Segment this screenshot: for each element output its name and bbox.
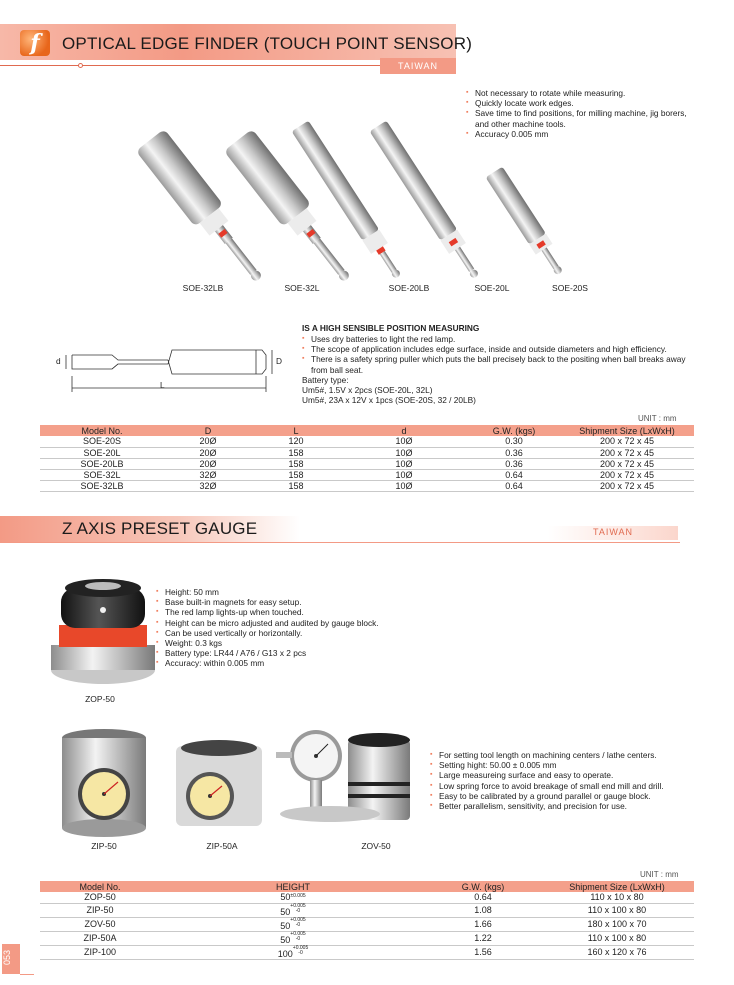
- height-value: 50: [280, 920, 291, 931]
- table-cell: 0.36: [468, 447, 560, 458]
- column-header: D: [164, 425, 252, 436]
- section2-origin-badge: [548, 526, 678, 540]
- page-number-line: [20, 974, 34, 975]
- column-header: L: [252, 425, 340, 436]
- table-cell: 158: [252, 469, 340, 480]
- table-cell: 110 x 100 x 80: [540, 903, 694, 917]
- table2-unit: UNIT : mm: [640, 870, 679, 879]
- list-item: ▪ Height can be micro adjusted and audited by gauge block.: [156, 618, 456, 628]
- table-cell: SOE-20S: [40, 436, 164, 447]
- table-cell: 158: [252, 480, 340, 491]
- table-cell: ZOP-50: [40, 892, 160, 903]
- list-item: ▪ Quickly locate work edges.: [466, 98, 696, 108]
- list-item: ▪ Not necessary to rotate while measuring.: [466, 88, 696, 98]
- tolerance-upper: +0.005: [290, 902, 306, 909]
- product-label-soe-32l: SOE-32L: [284, 283, 320, 293]
- product-label-soe-20s: SOE-20S: [552, 283, 588, 293]
- table-cell: SOE-32L: [40, 469, 164, 480]
- table-cell: 0.36: [468, 458, 560, 469]
- list-item: ▪ The red lamp lights-up when touched.: [156, 607, 456, 617]
- product-label-soe-20l: SOE-20L: [474, 283, 510, 293]
- list-item: ▪ Easy to be calibrated by a ground parallel or gauge block.: [430, 791, 694, 801]
- column-header: G.W. (kgs): [426, 881, 540, 892]
- section1-origin: TAIWAN: [398, 61, 438, 71]
- tolerance-lower: -0: [298, 949, 303, 956]
- table-row: [40, 447, 694, 458]
- section1-title: OPTICAL EDGE FINDER (TOUCH POINT SENSOR): [62, 34, 473, 53]
- list-item: ▪ Battery type: LR44 / A76 / G13 x 2 pcs: [156, 648, 456, 658]
- column-header: G.W. (kgs): [468, 425, 560, 436]
- product-label-soe-32lb: SOE-32LB: [182, 283, 224, 293]
- table-row: [40, 903, 694, 917]
- table-row: [40, 436, 694, 447]
- table-cell: 110 x 100 x 80: [540, 931, 694, 945]
- table-cell: 1.08: [426, 903, 540, 917]
- table-cell: ZIP-50: [40, 903, 160, 917]
- zov-50-product-image: [270, 722, 420, 832]
- list-item: ▪ The scope of application includes edge surface, inside and outside diameters and high efficiency.: [302, 344, 694, 354]
- column-header: HEIGHT: [160, 881, 426, 892]
- table-cell: 200 x 72 x 45: [560, 458, 694, 469]
- product-label-zov-50: ZOV-50: [361, 841, 391, 851]
- table-row: [40, 458, 694, 469]
- height-tolerance: [290, 932, 305, 942]
- table-cell: 110 x 10 x 80: [540, 892, 694, 903]
- list-item: ▪ Accuracy 0.005 mm: [466, 129, 696, 139]
- table-cell: 0.64: [468, 480, 560, 491]
- zop-feature-list: [156, 587, 456, 669]
- table-row: [40, 892, 694, 903]
- edge-finder-product-image: [0, 0, 734, 300]
- table-cell: [160, 945, 426, 959]
- height-value: 50: [280, 906, 291, 917]
- product-label-zip-50a: ZIP-50A: [206, 841, 238, 851]
- table-cell: 0.30: [468, 436, 560, 447]
- height-value: 50: [280, 934, 291, 945]
- table-cell: 20Ø: [164, 458, 252, 469]
- list-item: ▪ Weight: 0.3 kgs: [156, 638, 456, 648]
- table-cell: ZIP-100: [40, 945, 160, 959]
- table-row: [40, 931, 694, 945]
- table-cell: 10Ø: [340, 436, 468, 447]
- diagram-dim-D: D: [276, 356, 282, 366]
- column-header: Shipment Size (LxWxH): [540, 881, 694, 892]
- table-cell: 160 x 120 x 76: [540, 945, 694, 959]
- table-header-row: [40, 425, 694, 436]
- section2-header-line: [0, 542, 680, 543]
- list-item: ▪ Height: 50 mm: [156, 587, 456, 597]
- column-header: Shipment Size (LxWxH): [560, 425, 694, 436]
- table-cell: SOE-32LB: [40, 480, 164, 491]
- battery-line: Battery type:: [302, 375, 349, 385]
- table-cell: 10Ø: [340, 469, 468, 480]
- table-cell: 200 x 72 x 45: [560, 447, 694, 458]
- table-cell: 1.22: [426, 931, 540, 945]
- list-item: ▪ Uses dry batteries to light the red lamp.: [302, 334, 694, 344]
- product-label-zip-50: ZIP-50: [91, 841, 117, 851]
- tolerance-lower: -0: [295, 935, 301, 942]
- table-cell: SOE-20LB: [40, 458, 164, 469]
- diagram-dim-L: L: [160, 380, 165, 390]
- list-item: ▪ Better parallelism, sensitivity, and precision for use.: [430, 801, 694, 811]
- diagram-dim-d: d: [56, 356, 61, 366]
- height-tolerance: [293, 946, 308, 956]
- table1-unit: UNIT : mm: [638, 414, 677, 423]
- height-tolerance: [290, 904, 305, 914]
- column-header: Model No.: [40, 881, 160, 892]
- list-item: ▪ Low spring force to avoid breakage of small end mill and drill.: [430, 781, 694, 791]
- table-cell: ZOV-50: [40, 917, 160, 931]
- section2-title: Z AXIS PRESET GAUGE: [62, 519, 258, 538]
- table-cell: 10Ø: [340, 458, 468, 469]
- tolerance-upper: +0.005: [290, 916, 306, 923]
- table-cell: SOE-20L: [40, 447, 164, 458]
- list-item: ▪ Base built-in magnets for easy setup.: [156, 597, 456, 607]
- table-cell: [160, 903, 426, 917]
- height-tolerance: [290, 918, 305, 928]
- table-cell: 20Ø: [164, 447, 252, 458]
- tolerance-upper: +0.005: [290, 930, 306, 937]
- table-cell: 120: [252, 436, 340, 447]
- table-cell: 10Ø: [340, 480, 468, 491]
- tolerance-lower: -0: [295, 921, 301, 928]
- section2-origin: TAIWAN: [593, 527, 633, 537]
- list-item: ▪ Setting hight: 50.00 ± 0.005 mm: [430, 760, 694, 770]
- table-row: [40, 945, 694, 959]
- measure-list: [302, 334, 694, 375]
- column-header: d: [340, 425, 468, 436]
- table-header-row: [40, 881, 694, 892]
- table-cell: 200 x 72 x 45: [560, 480, 694, 491]
- battery-line: Um5#, 23A x 12V x 1pcs (SOE-20S, 32 / 20LB): [302, 395, 476, 406]
- table-cell: 1.56: [426, 945, 540, 959]
- table-cell: 0.64: [426, 892, 540, 903]
- table-cell: 32Ø: [164, 469, 252, 480]
- battery-line: Um5#, 1.5V x 2pcs (SOE-20L, 32L): [302, 385, 433, 396]
- table-cell: [160, 931, 426, 945]
- zop-50-product-image: [45, 570, 165, 690]
- height-value: 50: [280, 892, 291, 903]
- brand-logo-icon: f: [20, 30, 50, 56]
- list-item: ▪ Large measureing surface and easy to operate.: [430, 770, 694, 780]
- measure-heading: IS A HIGH SENSIBLE POSITION MEASURING: [302, 323, 480, 333]
- battery-info: [302, 375, 476, 406]
- list-item: ▪ For setting tool length on machining centers / lathe centers.: [430, 750, 694, 760]
- table-cell: 158: [252, 458, 340, 469]
- table-cell: 0.64: [468, 469, 560, 480]
- zip-50-product-image: [58, 728, 168, 838]
- product-label-soe-20lb: SOE-20LB: [388, 283, 430, 293]
- tolerance-lower: -0: [295, 907, 301, 914]
- list-item: ▪ There is a safety spring puller which puts the ball precisely back to the positing when ball breaks away from ball seat.: [302, 354, 694, 374]
- table-row: [40, 469, 694, 480]
- page-number: 053: [2, 944, 20, 974]
- table-cell: 10Ø: [340, 447, 468, 458]
- list-item: ▪ Can be used vertically or horizontally.: [156, 628, 456, 638]
- table-cell: [160, 892, 426, 903]
- zip-50a-product-image: [174, 738, 274, 838]
- table-cell: 32Ø: [164, 480, 252, 491]
- table-cell: 180 x 100 x 70: [540, 917, 694, 931]
- tolerance-upper: ±0.005: [290, 893, 306, 900]
- table-cell: 1.66: [426, 917, 540, 931]
- column-header: Model No.: [40, 425, 164, 436]
- table-cell: 158: [252, 447, 340, 458]
- height-tolerance: [290, 894, 305, 899]
- product-label-zop-50: ZOP-50: [85, 694, 115, 704]
- list-item: ▪ Accuracy: within 0.005 mm: [156, 658, 456, 668]
- table-row: [40, 480, 694, 491]
- height-value: 100: [277, 948, 293, 959]
- table-cell: 200 x 72 x 45: [560, 436, 694, 447]
- tolerance-upper: +0.005: [292, 944, 309, 951]
- zip-feature-list: [430, 750, 694, 811]
- list-item: ▪ Save time to find positions, for milling machine, jig borers, and other machine tools.: [466, 108, 696, 128]
- preset-gauge-spec-table: [40, 881, 694, 960]
- table-cell: 200 x 72 x 45: [560, 469, 694, 480]
- edge-finder-spec-table: [40, 425, 694, 492]
- table-row: [40, 917, 694, 931]
- table-cell: ZIP-50A: [40, 931, 160, 945]
- table-cell: 20Ø: [164, 436, 252, 447]
- table-cell: [160, 917, 426, 931]
